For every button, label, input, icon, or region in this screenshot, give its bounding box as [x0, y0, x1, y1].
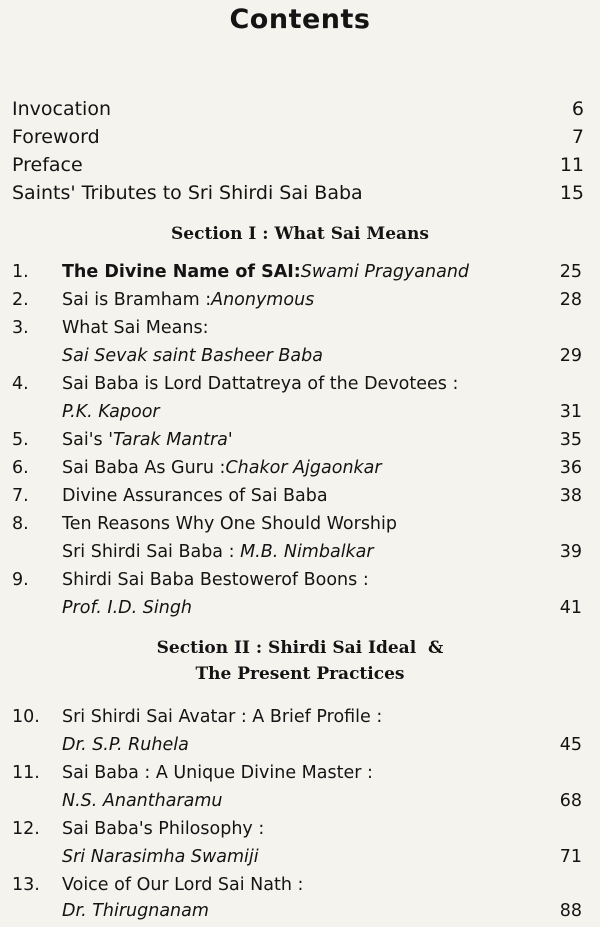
toc-entry [0, 370, 600, 398]
entry-title: Sai Baba is Lord Dattatreya of the Devotees : [62, 374, 459, 394]
toc-entry [0, 454, 600, 482]
entry-title-continued: Sri Shirdi Sai Baba : M.B. Nimbalkar [62, 542, 374, 562]
entry-title: Sai's 'Tarak Mantra' [62, 430, 233, 450]
front-matter-item [12, 151, 588, 179]
toc-entry [0, 510, 600, 538]
entry-page: 38 [559, 486, 582, 506]
toc-entry [0, 759, 600, 787]
toc-entry [0, 258, 600, 286]
entry-title: Sai is Bramham :Anonymous [62, 290, 315, 310]
entry-author: Chakor Ajgaonkar [225, 458, 382, 478]
entry-number: 12. [12, 819, 40, 839]
entry-title: Sri Shirdi Sai Avatar : A Brief Profile : [62, 707, 383, 727]
entry-number: 6. [12, 458, 29, 478]
entry-title: Divine Assurances of Sai Baba [62, 486, 328, 506]
toc-entry-continuation [0, 594, 600, 622]
entry-page: 29 [559, 346, 582, 366]
entry-title: The Divine Name of SAI:Swami Pragyanand [62, 262, 470, 282]
toc-entry [0, 815, 600, 843]
entry-number: 2. [12, 290, 29, 310]
toc-entry [0, 566, 600, 594]
entry-page: 28 [559, 290, 582, 310]
item-page: 7 [571, 126, 584, 148]
toc-entry-continuation [0, 787, 600, 815]
entry-author: 'Tarak Mantra' [108, 430, 233, 450]
item-page: 15 [559, 182, 584, 204]
item-label: Saints' Tributes to Sri Shirdi Sai Baba [12, 182, 363, 204]
page-title: Contents [229, 4, 371, 35]
entry-number: 5. [12, 430, 29, 450]
entry-title: Ten Reasons Why One Should Worship [62, 514, 397, 534]
entry-page: 39 [559, 542, 582, 562]
entry-title: Sai Baba As Guru :Chakor Ajgaonkar [62, 458, 382, 478]
entry-number: 7. [12, 486, 29, 506]
entry-page: 68 [559, 791, 582, 811]
item-page: 11 [559, 154, 584, 176]
entry-page: 45 [559, 735, 582, 755]
toc-entry [0, 426, 600, 454]
entry-title: Shirdi Sai Baba Bestowerof Boons : [62, 570, 369, 590]
entry-number: 3. [12, 318, 29, 338]
entry-number: 4. [12, 374, 29, 394]
entry-page: 36 [559, 458, 582, 478]
entry-author: Sai Sevak saint Basheer Baba [62, 346, 323, 366]
entry-author: Dr. S.P. Ruhela [62, 735, 189, 755]
toc-entry [0, 314, 600, 342]
entry-page: 88 [559, 901, 582, 921]
toc-entry-continuation [0, 342, 600, 370]
toc-entry-continuation [0, 398, 600, 426]
entry-number: 1. [12, 262, 29, 282]
front-matter-item [12, 179, 588, 207]
item-label: Invocation [12, 98, 111, 120]
entry-title: Sai Baba's Philosophy : [62, 819, 265, 839]
entry-number: 10. [12, 707, 40, 727]
entry-title: What Sai Means: [62, 318, 209, 338]
entry-page: 25 [559, 262, 582, 282]
entry-number: 8. [12, 514, 29, 534]
entry-author: Sri Narasimha Swamiji [62, 847, 259, 867]
entry-page: 41 [559, 598, 582, 618]
entry-author: M.B. Nimbalkar [240, 542, 374, 562]
entry-title: Voice of Our Lord Sai Nath : [62, 875, 304, 895]
entry-author: N.S. Anantharamu [62, 791, 223, 811]
section-heading-line2: The Present Practices [195, 664, 405, 684]
entry-number: 9. [12, 570, 29, 590]
toc-entry [0, 286, 600, 314]
toc-entry-continuation [0, 897, 600, 925]
toc-entry [0, 703, 600, 731]
section-heading: Section II : Shirdi Sai Ideal & [156, 638, 444, 658]
entry-author: Dr. Thirugnanam [62, 901, 209, 921]
item-label: Preface [12, 154, 83, 176]
toc-entry-continuation [0, 538, 600, 566]
section-heading: Section I : What Sai Means [171, 224, 429, 244]
front-matter-item [12, 123, 588, 151]
toc-entry-continuation [0, 843, 600, 871]
entry-number: 13. [12, 875, 40, 895]
entry-author: Swami Pragyanand [300, 262, 470, 282]
entry-author: Anonymous [211, 290, 315, 310]
toc-entry [0, 871, 600, 899]
item-page: 6 [571, 98, 584, 120]
front-matter-item [12, 95, 588, 123]
entry-author: P.K. Kapoor [62, 402, 160, 422]
toc-entry [0, 482, 600, 510]
toc-entry-continuation [0, 731, 600, 759]
entry-page: 31 [559, 402, 582, 422]
entry-page: 71 [559, 847, 582, 867]
entry-title: Sai Baba : A Unique Divine Master : [62, 763, 373, 783]
entry-page: 35 [559, 430, 582, 450]
entry-author: Prof. I.D. Singh [62, 598, 193, 618]
item-label: Foreword [12, 126, 100, 148]
entry-number: 11. [12, 763, 40, 783]
